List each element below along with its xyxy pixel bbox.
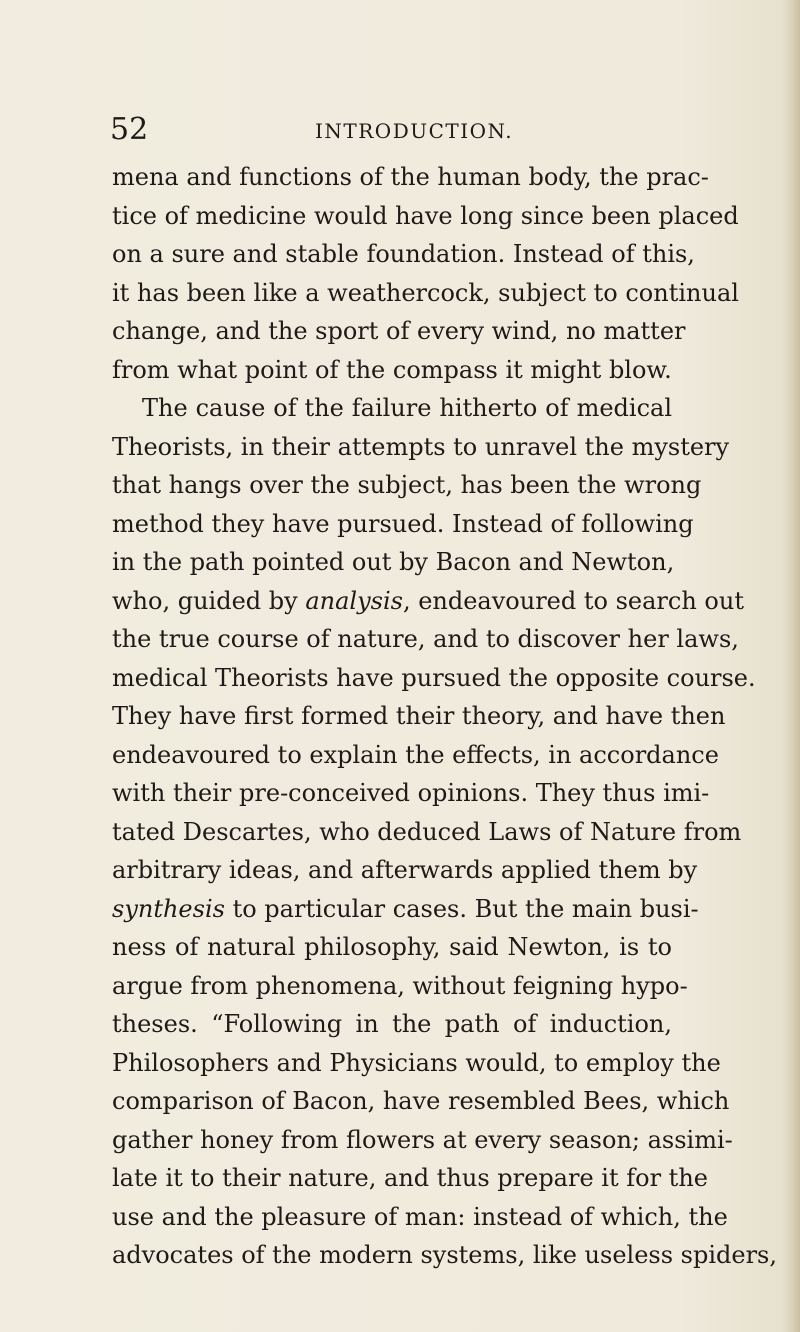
- text-line: The cause of the failure hitherto of medical: [142, 394, 672, 422]
- italic-term: analysis: [305, 586, 403, 615]
- text-line: with their pre-conceived opinions. They thus imi-: [112, 779, 710, 807]
- text-line: arbitrary ideas, and afterwards applied them by: [112, 856, 698, 884]
- italic-term: synthesis: [112, 894, 225, 923]
- page-number: 52: [110, 112, 149, 147]
- text-line: it has been like a weathercock, subject to continual: [112, 278, 739, 307]
- text-line: method they have pursued. Instead of following: [112, 509, 694, 538]
- text-line: that hangs over the subject, has been the wrong: [112, 471, 702, 499]
- text-line: gather honey from flowers at every season; assimi-: [112, 1125, 733, 1154]
- text-line: the true course of nature, and to discover her laws,: [112, 625, 739, 653]
- text-line: Theorists, in their attempts to unravel the mystery: [112, 432, 730, 461]
- text-line: Philosophers and Physicians would, to employ the: [112, 1048, 721, 1077]
- text-line: change, and the sport of every wind, no matter: [112, 317, 686, 345]
- text-line: ness of natural philosophy, said Newton, is to: [112, 933, 672, 961]
- text-line: use and the pleasure of man: instead of which, the: [112, 1202, 728, 1231]
- text-line: on a sure and stable foundation. Instead of this,: [112, 240, 695, 268]
- text-line: argue from phenomena, without feigning hypo-: [112, 971, 688, 1000]
- text-line: in the path pointed out by Bacon and Newton,: [112, 548, 675, 576]
- text-line: from what point of the compass it might blow.: [112, 355, 672, 384]
- text-line: synthesis to particular cases. But the main busi-: [112, 894, 699, 923]
- text-line: tice of medicine would have long since been placed: [112, 201, 739, 230]
- text-line: They have first formed their theory, and have then: [112, 702, 726, 730]
- text-line: theses. “Following in the path of induction,: [112, 1010, 672, 1038]
- text-line: endeavoured to explain the effects, in accordance: [112, 740, 719, 769]
- text-line: comparison of Bacon, have resembled Bees, which: [112, 1087, 730, 1115]
- page-header: [110, 110, 690, 150]
- text-line: advocates of the modern systems, like useless spiders,: [112, 1241, 778, 1269]
- text-line: late it to their nature, and thus prepare it for the: [112, 1164, 708, 1192]
- text-line: medical Theorists have pursued the opposite course.: [112, 663, 756, 692]
- body-text: [112, 158, 778, 1275]
- text-line: tated Descartes, who deduced Laws of Nature from: [112, 817, 742, 846]
- text-line: mena and functions of the human body, the prac-: [112, 163, 709, 191]
- page-edge-shadow: [782, 0, 800, 1332]
- text-line: who, guided by analysis, endeavoured to search out: [112, 586, 744, 615]
- running-head: INTRODUCTION.: [315, 119, 514, 143]
